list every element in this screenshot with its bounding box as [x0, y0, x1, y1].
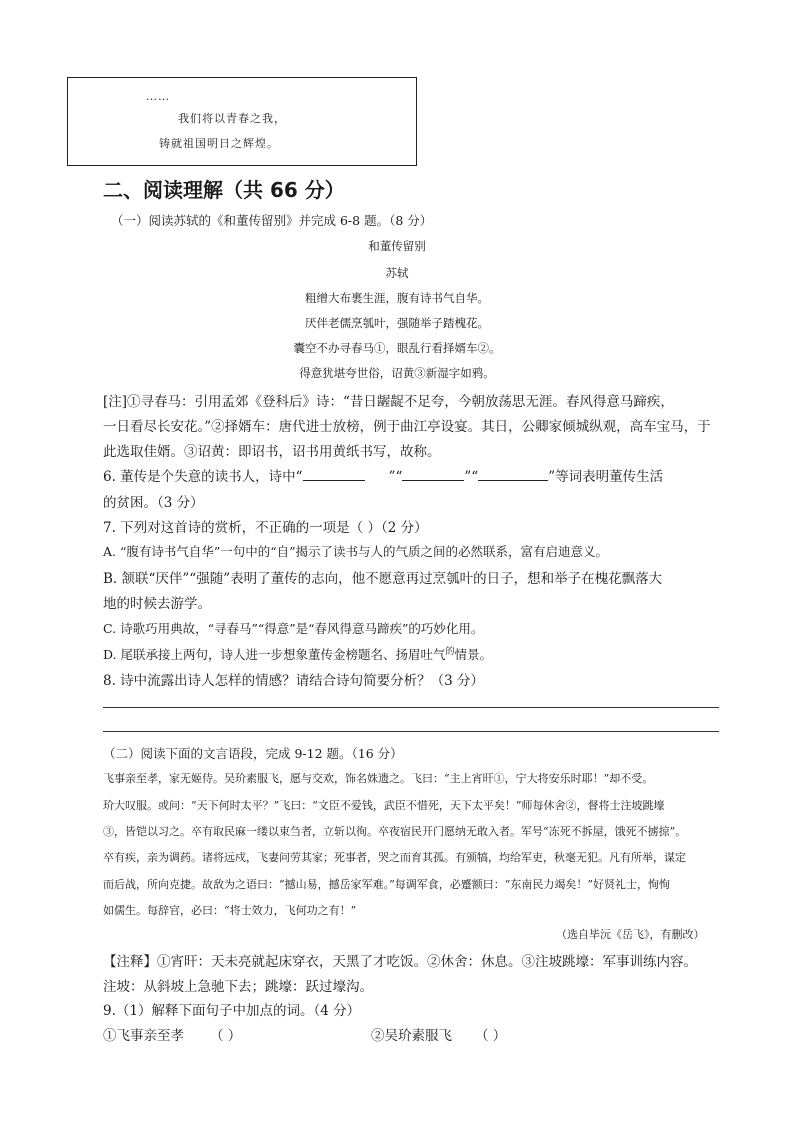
quote-line-2: 铸就祖国明日之辉煌。	[159, 137, 279, 150]
q7-option-a: A. “腹有诗书气自华”一句中的“自”揭示了读书与人的气质之间的必然联系，富有启迪意义。	[103, 544, 609, 559]
q9-item-1: ①飞事亲至孝	[103, 1028, 184, 1044]
poem-note-3: 此选取佳婿。③诏黄：即诏书，诏书用黄纸书写，故称。	[103, 444, 441, 460]
q6-text-b: ”等词表明董传生活	[548, 469, 664, 485]
q6-blank-3[interactable]	[478, 468, 548, 481]
part2-note-2: 注坡：从斜坡上急驰下去；跳壕：跃过壕沟。	[103, 979, 373, 995]
q7-option-d	[103, 645, 492, 663]
passage-source: （选自毕沅《岳飞》，有删改）	[556, 928, 705, 941]
passage-line-5: 而后战，所向克捷。故敌为之语曰：“撼山易，撼岳家军难。”每调军食，必蹙额曰：“东南民力竭矣！”好贤礼士，恂恂	[103, 878, 670, 891]
question-9: 9.（1）解释下面句子中加点的词。（4 分）	[103, 1003, 361, 1019]
q6-text-c: 的贫困。（3 分）	[103, 495, 204, 511]
q8-answer-line-1[interactable]	[103, 707, 719, 708]
poem-author: 苏轼	[385, 266, 409, 280]
q6-quote-sep-1: ”“	[388, 469, 403, 485]
poem-line-3: 囊空不办寻春马①，眼乱行看择婿车②。	[293, 341, 501, 355]
quote-box	[67, 77, 417, 166]
part1-intro: （一）阅读苏轼的《和董传留别》并完成 6-8 题。（8 分）	[111, 213, 433, 228]
q7-option-d-end: 情景。	[454, 647, 493, 662]
poem-note-2: 一日看尽长安花。”②择婿车：唐代进士放榜，例于曲江亭设宴。其日，公卿家倾城纵观，高车宝马，于	[103, 419, 711, 435]
part2-note-1: 【注释】①宵旰：天未亮就起床穿衣，天黑了才吃饭。②休舍：休息。③注坡跳壕：军事训练内容。	[103, 954, 697, 970]
q9-item-1-blank[interactable]: （ ）	[210, 1028, 242, 1044]
q8-answer-line-2[interactable]	[103, 731, 719, 732]
poem-note-1: [注]①寻春马：引用孟郊《登科后》诗：“昔日龌龊不足夸，今朝放荡思无涯。春风得意马蹄疾，	[103, 394, 674, 410]
q7-option-d-text: D. 尾联承接上两句，诗人进一步想象董传金榜题名、扬眉吐气	[103, 647, 446, 662]
q9-item-2-blank[interactable]: （ ）	[475, 1028, 507, 1044]
q6-quote-sep-2: ”“	[464, 469, 479, 485]
q6-blank-2[interactable]	[402, 468, 464, 481]
passage-line-3: ③，皆铠以习之。卒有取民麻一缕以束刍者，立斩以徇。卒夜宿民开门愿纳无敢入者。军号“冻死不拆屋，饿死不掳掠”。	[103, 825, 687, 838]
q7-option-b-line1: B. 颔联“厌伴”“强随”表明了董传的志向，他不愿意再过烹瓠叶的日子，想和举子在槐花飘落大	[103, 571, 663, 587]
question-6	[103, 465, 663, 485]
section-title: 二、阅读理解（共 66 分）	[103, 178, 345, 202]
passage-line-4: 卒有疾，亲为调药。诸将远戍，飞妻问劳其家；死事者，哭之而育其孤。有颁犒，均给军吏，秋毫无犯。凡有所举，谋定	[103, 851, 686, 864]
q6-text-a: 6. 董传是个失意的读书人，诗中“	[103, 469, 303, 485]
passage-line-6: 如儒生。每辞官，必曰：“将士效力，飞何功之有！”	[103, 904, 357, 917]
passage-line-1: 飞事亲至孝，家无姬侍。吴玠素服飞，愿与交欢，饰名姝遗之。飞曰：“主上宵旰①，宁大将安乐时耶！”却不受。	[103, 772, 654, 785]
poem-title: 和董传留别	[368, 239, 426, 253]
poem-line-1: 粗缯大布裹生涯，腹有诗书气自华。	[305, 291, 489, 305]
quote-line-1: 我们将以青春之我，	[178, 112, 286, 125]
part2-intro: （二）阅读下面的文言语段，完成 9-12 题。（16 分）	[103, 746, 403, 761]
q7-option-b-line2: 地的时候去游学。	[103, 596, 211, 612]
passage-line-2: 玠大叹服。或问：“天下何时太平？”飞曰：“文臣不爱钱，武臣不惜死，天下太平矣！”师每休舍②，督将士注坡跳壕	[103, 799, 665, 812]
q7-option-d-de: 的	[445, 647, 455, 657]
question-7: 7. 下列对这首诗的赏析，不正确的一项是（ ）（2 分）	[103, 520, 428, 536]
quote-ellipsis: ……	[146, 90, 170, 103]
poem-line-4: 得意犹堪夸世俗，诏黄③新湿字如鸦。	[299, 366, 495, 380]
q7-option-c: C. 诗歌巧用典故，“寻春马”“得意”是“春风得意马蹄疾”的巧妙化用。	[103, 621, 484, 636]
q9-item-2: ②吴玠素服飞	[371, 1028, 452, 1044]
q6-blank-1[interactable]	[303, 468, 365, 481]
poem-line-2: 厌伴老儒烹瓠叶，强随举子踏槐花。	[305, 316, 489, 330]
question-8: 8. 诗中流露出诗人怎样的情感？请结合诗句简要分析？（3 分）	[103, 673, 485, 689]
